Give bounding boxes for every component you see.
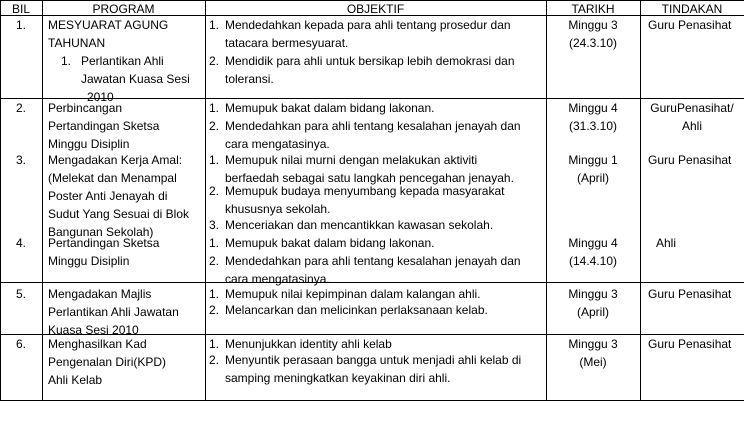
row-4-tarikh: Minggu 4 (14.4.10) — [568, 236, 618, 268]
header-objektif: OBJEKTIF — [346, 2, 405, 16]
row-3-objective-3: Menceriakan dan mencantikkan kawasan sekolah. — [225, 218, 494, 232]
row-3-program: Mengadakan Kerja Amal: (Melekat dan Menampal Poster Anti Jenayah di Sudut Yang Sesuai di Blok Bangunan Sekolah) — [48, 153, 189, 239]
row-3-bil: 3. — [15, 153, 26, 167]
row-3-tarikh: Minggu 1 (April) — [568, 153, 618, 185]
row-3-objective-2: Memupuk budaya menyumbang kepada masyarakat khususnya sekolah. — [225, 184, 505, 216]
row-1-program: MESYUARAT AGUNG TAHUNAN — [48, 18, 169, 50]
row-1-objective-2: Mendidik para ahli untuk bersikap lebih demokrasi dan toleransi. — [225, 54, 515, 86]
row-1-subprogram-number: 1. — [61, 54, 72, 68]
header-tarikh: TARIKH — [571, 2, 615, 16]
row-4-objective-1: Memupuk bakat dalam bidang lakonan. — [225, 236, 435, 250]
row-6-objective-1-number: 1. — [209, 337, 220, 351]
row-4-objective-2: Mendedahkan para ahli tentang kesalahan jenayah dan cara mengatasinya. — [225, 254, 521, 286]
row-4-objective-2-number: 2. — [209, 254, 220, 268]
row-4-objective-1-number: 1. — [209, 236, 220, 250]
header-tindakan: TINDAKAN — [661, 2, 723, 16]
row-4-tindakan: Ahli — [656, 236, 677, 250]
row-1-objective-2-number: 2. — [209, 54, 220, 68]
row-6-objective-1: Menunjukkan identity ahli kelab — [225, 337, 392, 351]
column-divider — [42, 0, 43, 401]
row-3-objective-2-number: 2. — [209, 184, 220, 198]
header-bil: BIL — [11, 2, 30, 16]
row-2-objective-2-number: 2. — [209, 119, 220, 133]
column-divider — [205, 0, 206, 401]
row-3-objective-1: Memupuk nilai murni dengan melakukan aktiviti berfaedah sebagai satu langkah pencegahan jenayah. — [225, 153, 514, 185]
row-1-objective-1-number: 1. — [209, 18, 220, 32]
row-2-objective-1: Memupuk bakat dalam bidang lakonan. — [225, 101, 435, 115]
row-4-program: Pertandingan Sketsa Minggu Disiplin — [48, 236, 160, 268]
row-5-program: Mengadakan Majlis Perlantikan Ahli Jawatan Kuasa Sesi 2010 — [48, 287, 179, 337]
row-3-tindakan: Guru Penasihat — [648, 153, 732, 167]
row-6-program: Menghasilkan Kad Pengenalan Diri(KPD) Ahli Kelab — [48, 337, 167, 387]
row-5-tindakan: Guru Penasihat — [648, 287, 732, 301]
row-6-objective-2-number: 2. — [209, 353, 220, 367]
row-1-tindakan: Guru Penasihat — [648, 18, 732, 32]
row-2-objective-2: Mendedahkan para ahli tentang kesalahan jenayah dan cara mengatasinya. — [225, 119, 521, 151]
row-2-program: Perbincangan Pertandingan Sketsa Minggu Disiplin — [48, 101, 160, 151]
row-5-tarikh: Minggu 3 (April) — [568, 287, 618, 319]
row-4-bil: 4. — [15, 236, 26, 250]
row-2-tarikh: Minggu 4 (31.3.10) — [568, 101, 618, 133]
row-5-objective-1: Memupuk nilai kepimpinan dalam kalangan ahli. — [225, 287, 481, 301]
row-6-bil: 6. — [15, 337, 26, 351]
row-1-objective-1: Mendedahkan kepada para ahli tentang prosedur dan tatacara bermesyuarat. — [225, 18, 511, 50]
column-divider — [640, 0, 641, 401]
table-bottom-border — [0, 400, 744, 401]
row-1-subprogram: Perlantikan Ahli Jawatan Kuasa Sesi 2010 — [81, 54, 190, 104]
row-6-tarikh: Minggu 3 (Mei) — [568, 337, 618, 369]
header-program: PROGRAM — [92, 2, 155, 16]
row-3-objective-1-number: 1. — [209, 153, 220, 167]
row-6-objective-2: Menyuntik perasaan bangga untuk menjadi ahli kelab di samping meningkatkan keyakinan diri ahli. — [225, 353, 522, 385]
row-5-objective-2: Melancarkan dan melicinkan perlaksanaan kelab. — [225, 303, 488, 317]
row-6-tindakan: Guru Penasihat — [648, 337, 732, 351]
row-2-tindakan: GuruPenasihat/ Ahli — [650, 101, 734, 133]
row-2-objective-1-number: 1. — [209, 101, 220, 115]
row-1-bil: 1. — [15, 18, 26, 32]
row-5-objective-1-number: 1. — [209, 287, 220, 301]
row-1-tarikh: Minggu 3 (24.3.10) — [568, 18, 618, 50]
row-5-bil: 5. — [15, 287, 26, 301]
row-3-objective-3-number: 3. — [209, 218, 220, 232]
row-2-bil: 2. — [15, 101, 26, 115]
row-5-objective-2-number: 2. — [209, 303, 220, 317]
